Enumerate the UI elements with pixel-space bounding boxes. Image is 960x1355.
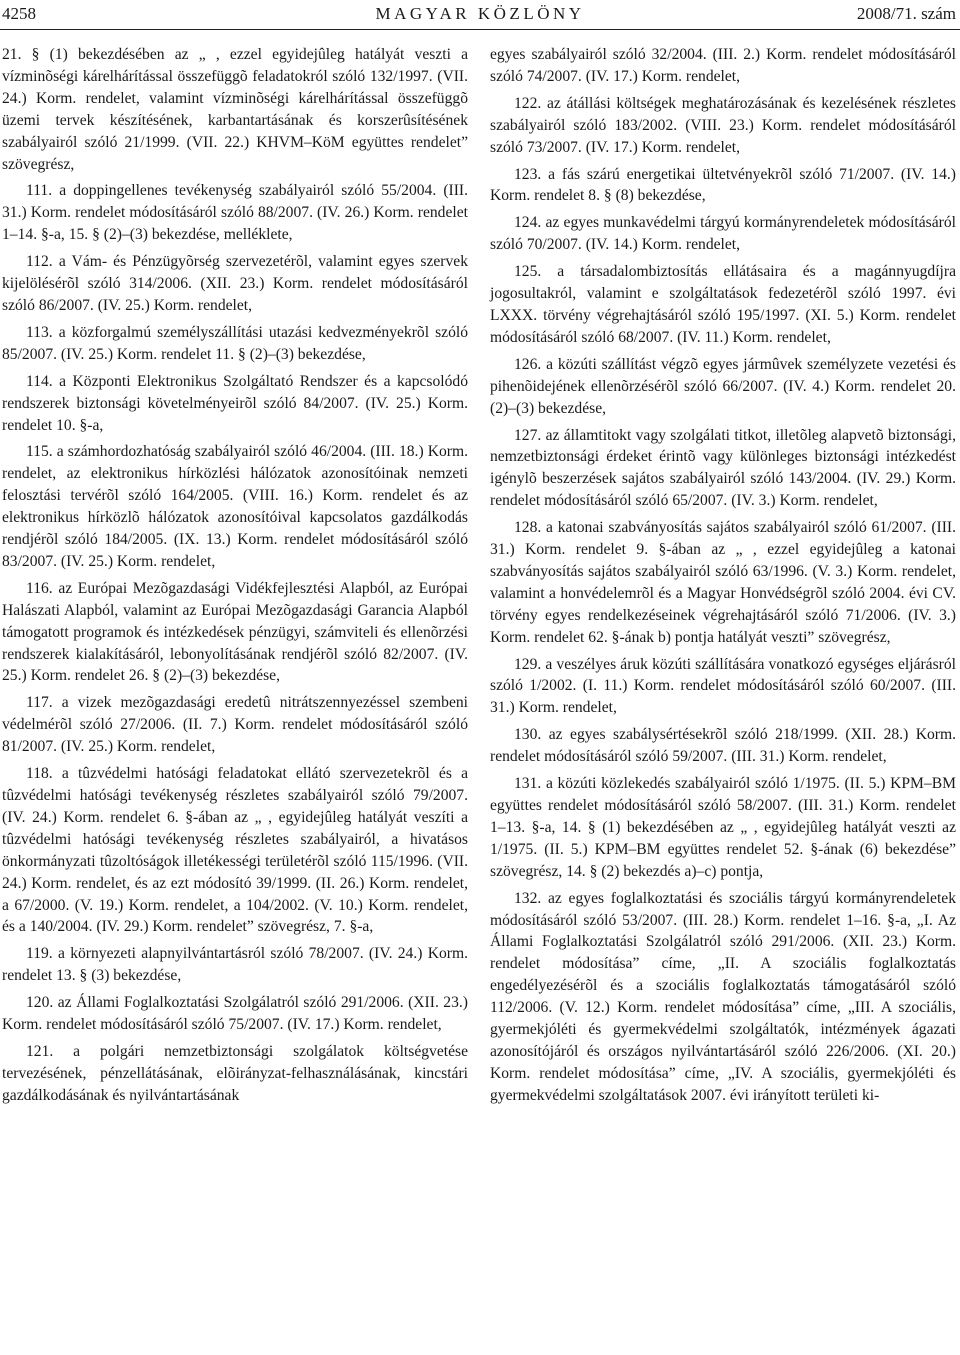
paragraph: 127. az államtitokt vagy szolgálati titkot, illetõleg alapvetõ biztonsági, nemzetbiztonsági érdeket érintõ vagy különleges biztonsági intézkedést igénylõ beszerzések sajátos szabályairól szóló 143/2004. (IV. 29.) Korm. rendelet módosításáról szóló 65/2007. (IV. 3.) Korm. rendelet,	[490, 426, 956, 510]
paragraph: 21. § (1) bekezdésében az „ , ezzel egyidejûleg hatályát veszti a vízminõségi kárelhárítással összefüggõ feladatokról szóló 132/1997. (VII. 24.) Korm. rendelet, valamint vízminõségi kárelhárítással összefüggõ üzemi tervek készítésének, karbantartásának és korszerûsítésének szabályairól szóló 21/1999. (VII. 22.) KHVM–KöM együttes rendelet” szövegrész,	[2, 46, 468, 173]
paragraph: 116. az Európai Mezõgazdasági Vidékfejlesztési Alapból, az Európai Halászati Alapból, valamint az Európai Mezõgazdasági Garancia Alapból támogatott programok és intézkedések pénzügyi, számviteli és ellenõrzési rendszerek kialakításáról, lebonyolításának rendjérõl szóló 82/2007. (IV. 25.) Korm. rendelet 26. § (2)–(3) bekezdése,	[2, 579, 468, 685]
paragraph: 112. a Vám- és Pénzügyõrség szervezetérõl, valamint egyes szervek kijelölésérõl szóló 314/2006. (XII. 23.) Korm. rendelet módosításáról szóló 86/2007. (IV. 25.) Korm. rendelet,	[2, 253, 468, 314]
paragraph: 123. a fás szárú energetikai ültetvényekrõl szóló 71/2007. (IV. 14.) Korm. rendelet 8. § (8) bekezdése,	[490, 165, 956, 205]
paragraph: 111. a doppingellenes tevékenység szabályairól szóló 55/2004. (III. 31.) Korm. rendelet módosításáról szóló 88/2007. (IV. 26.) Korm. rendelet 1–14. §-a, 15. § (2)–(3) bekezdése, melléklete,	[2, 182, 468, 244]
journal-title: MAGYAR KÖZLÖNY	[375, 4, 585, 23]
paragraph: 114. a Központi Elektronikus Szolgáltató Rendszer és a kapcsolódó rendszerek biztonsági követelményeirõl szóló 84/2007. (IV. 25.) Korm. rendelet 10. §-a,	[2, 372, 468, 434]
paragraph: 129. a veszélyes áruk közúti szállítására vonatkozó egységes eljárásról szóló 1/2002. (I. 11.) Korm. rendelet módosításáról szóló 60/2007. (III. 31.) Korm. rendelet,	[490, 655, 956, 717]
paragraph: 126. a közúti szállítást végzõ egyes jármûvek személyzete vezetési és pihenõidejének ellenõrzésérõl szóló 66/2007. (IV. 4.) Korm. rendelet 20. (2)–(3) bekezdése,	[490, 355, 956, 417]
paragraph: 132. az egyes foglalkoztatási és szociális tárgyú kormányrendeletek módosításáról szóló 53/2007. (III. 28.) Korm. rendelet 1–16. §-a, „I. Az Állami Foglalkoztatási Szolgálatról szóló 291/2006. (XII. 23.) Korm. rendelet módosítása” címe, „II. A szociális foglalkoztatás engedélyezésérõl és a szociális foglalkoztatás támogatásáról szóló 112/2006. (V. 12.) Korm. rendelet módosítása” címe, „III. A szociális, gyermekjóléti és gyermekvédelmi szolgáltatók, intézmények ágazati azonosítójáról és országos nyilvántartásáról szóló 226/2006. (XI. 20.) Korm. rendelet módosítása” címe, „IV. A szociális, gyermekjóléti és gyermekvédelmi szolgáltatások 2007. évi irányított területi ki-	[490, 889, 956, 1104]
page-number: 4258	[2, 4, 36, 23]
paragraph: 115. a számhordozhatóság szabályairól szóló 46/2004. (III. 18.) Korm. rendelet, az elektronikus hírközlési hálózatok azonosítóinak nemzeti felosztási tervérõl szóló 164/2005. (VIII. 16.) Korm. rendelet és az elektronikus hírközlõ hálózatok azonosítóival kapcsolatos gazdálkodás rendjérõl szóló 184/2005. (IX. 13.) Korm. rendelet módosításáról szóló 83/2007. (IV. 25.) Korm. rendelet,	[2, 443, 468, 570]
right-column	[490, 44, 956, 1112]
paragraph: 128. a katonai szabványosítás sajátos szabályairól szóló 61/2007. (III. 31.) Korm. rendelet 9. §-ában az „ , ezzel egyidejûleg a katonai szabványosítás sajátos szabályairól szóló 63/1996. (V. 3.) Korm. rendelet, valamint a honvédelemrõl és a Magyar Honvédségrõl szóló 2004. évi CV. törvény egyes rendelkezéseinek végrehajtásáról szóló 71/2006. (IV. 3.) Korm. rendelet 62. §-ának b) pontja hatályát veszti” szövegrész,	[490, 519, 956, 646]
paragraph: 122. az átállási költségek meghatározásának és kezelésének részletes szabályairól szóló 183/2002. (VIII. 23.) Korm. rendelet módosításáról szóló 73/2007. (IV. 17.) Korm. rendelet,	[490, 94, 956, 156]
header-rule	[0, 29, 960, 30]
paragraph: egyes szabályairól szóló 32/2004. (III. 2.) Korm. rendelet módosításáról szóló 74/2007. (IV. 17.) Korm. rendelet,	[490, 46, 956, 85]
paragraph: 118. a tûzvédelmi hatósági feladatokat ellátó szervezetekrõl és a tûzvédelmi hatósági tevékenység részletes szabályairól szóló 79/2007. (IV. 24.) Korm. rendelet 6. §-ában az „ , egyidejûleg hatályát veszíti a tûzvédelmi hatósági tevékenység részletes szabályairól, a hivatásos önkormányzati tûzoltóságok illetékességi területérõl szóló 115/1996. (VII. 24.) Korm. rendelet, és az ezt módosító 39/1999. (II. 26.) Korm. rendelet, a 67/2000. (V. 19.) Korm. rendelet, a 104/2002. (V. 10.) Korm. rendelet, és a 140/2004. (IV. 29.) Korm. rendelet” szövegrész, 7. §-a,	[2, 765, 468, 936]
paragraph: 120. az Állami Foglalkoztatási Szolgálatról szóló 291/2006. (XII. 23.) Korm. rendelet módosításáról szóló 75/2007. (IV. 17.) Korm. rendelet,	[2, 994, 468, 1034]
paragraph: 117. a vizek mezõgazdasági eredetû nitrátszennyezéssel szembeni védelmérõl szóló 27/2006. (II. 7.) Korm. rendelet módosításáról szóló 81/2007. (IV. 25.) Korm. rendelet,	[2, 694, 468, 756]
left-column	[2, 44, 468, 1112]
paragraph: 119. a környezeti alapnyilvántartásról szóló 78/2007. (IV. 24.) Korm. rendelet 13. § (3) bekezdése,	[2, 945, 468, 985]
paragraph: 121. a polgári nemzetbiztonsági szolgálatok költségvetése tervezésének, pénzellátásának, elõirányzat-felhasználásának, kincstári gazdálkodásának és nyilvántartásának	[2, 1042, 468, 1104]
paragraph: 113. a közforgalmú személyszállítási utazási kedvezményekrõl szóló 85/2007. (IV. 25.) Korm. rendelet 11. § (2)–(3) bekezdése,	[2, 323, 468, 363]
issue-number: 2008/71. szám	[856, 4, 956, 23]
paragraph: 131. a közúti közlekedés szabályairól szóló 1/1975. (II. 5.) KPM–BM együttes rendelet módosításáról szóló 58/2007. (III. 31.) Korm. rendelet 1–13. §-a, 14. § (1) bekezdésében az „ , egyidejûleg hatályát veszti az 1/1975. (II. 5.) KPM–BM együttes rendelet 52. §-ának (6) bekezdése” szövegrész, 14. § (2) bekezdés a)–c) pontja,	[490, 775, 956, 880]
paragraph: 124. az egyes munkavédelmi tárgyú kormányrendeletek módosításáról szóló 70/2007. (IV. 14.) Korm. rendelet,	[490, 214, 956, 254]
paragraph: 130. az egyes szabálysértésekrõl szóló 218/1999. (XII. 28.) Korm. rendelet módosításáról szóló 59/2007. (III. 31.) Korm. rendelet,	[490, 726, 956, 766]
page-header	[0, 0, 960, 34]
paragraph: 125. a társadalombiztosítás ellátásaira és a magánnyugdíjra jogosultakról, valamint e szolgáltatások fedezetérõl szóló 1997. évi LXXX. törvény végrehajtásáról szóló 195/1997. (XI. 5.) Korm. rendelet módosításáról szóló 68/2007. (IV. 11.) Korm. rendelet,	[490, 263, 956, 346]
